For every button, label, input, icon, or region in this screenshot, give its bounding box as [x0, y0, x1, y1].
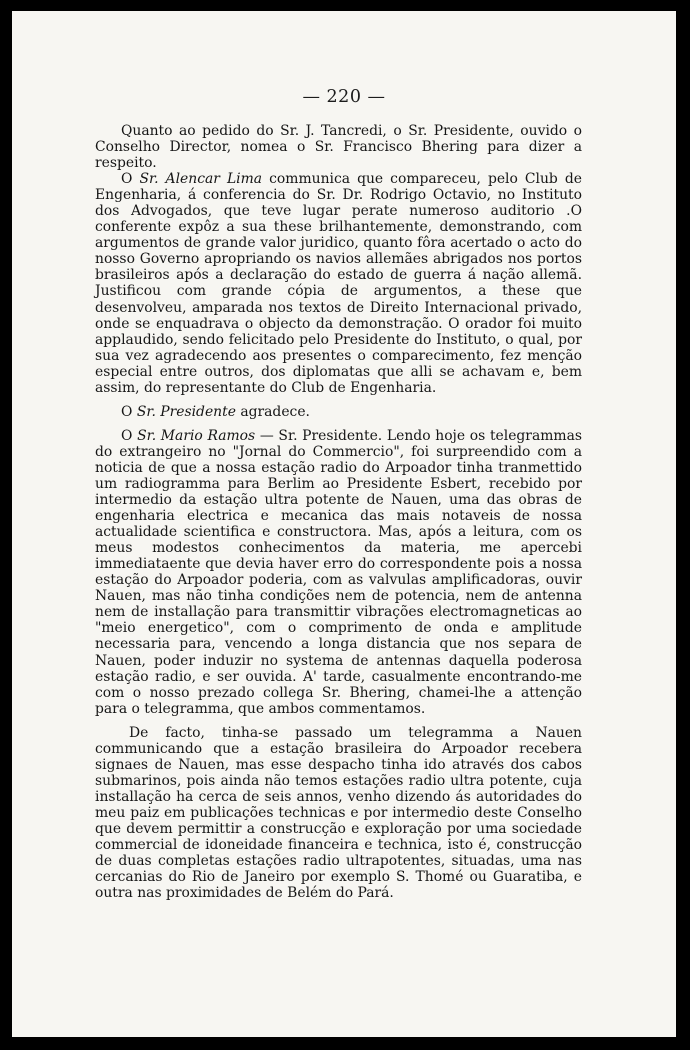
paragraph-mario-ramos	[95, 428, 582, 717]
speaker-name: Sr. Alencar Lima	[139, 171, 263, 188]
paragraph-alencar-lima	[95, 171, 582, 396]
paragraph-presidente	[95, 404, 582, 420]
document-body	[95, 123, 582, 901]
paragraph-text: communica que compareceu, pelo Club de Engenharia, á conferencia do Sr. Dr. Rodrigo Octavio, no Instituto dos Advogados, que teve lugar perate numeroso auditorio .O conferente expôz a sua these brilhantemente, demonstrando, com argumentos de grande valor juridico, quanto fôra acertado o acto do nosso Governo apropriando os navios allemães abrigados nos portos brasileiros após a declaração do estado de guerra á nação allemã. Justificou com grande cópia de argumentos, a these que desenvolveu, amparada nos textos de Direito Internacional privado, onde se enquadrava o objecto da demonstração. O orador foi muito applaudido, sendo felicitado pelo Presidente do Instituto, o qual, por sua vez agradecendo aos presentes o comparecimento, fez menção especial entre outros, dos diplomatas que alli se achavam e, bem assim, do representante do Club de Engenharia.	[95, 171, 582, 396]
paragraph-nauen-telegram	[95, 725, 582, 902]
document-page	[12, 11, 676, 1037]
paragraph-text: Quanto ao pedido do Sr. J. Tancredi, o Sr. Presidente, ouvido o Conselho Director, nomea o Sr. Francisco Bhering para dizer a respeito.	[95, 123, 582, 172]
speaker-prefix: O	[121, 171, 140, 188]
speaker-prefix: O	[121, 427, 138, 444]
paragraph-text: agradece.	[235, 403, 310, 420]
speaker-prefix: O	[121, 403, 137, 420]
paragraph-tancredi-request	[95, 123, 582, 171]
paragraph-text: De facto, tinha-se passado um telegramma a Nauen communicando que a estação brasileira do Arpoador recebera signaes de Nauen, mas esse despacho tinha ido através dos cabos submarinos, pois ainda não temos estações radio ultra potente, cuja installação ha cerca de seis annos, venho dizendo ás autoridades do meu paiz em publicações technicas e por intermedio deste Conselho que devem permittir a construcção e exploração por uma sociedade commercial de idoneidade financeira e technica, isto é, construcção de duas completas estações radio ultrapotentes, situadas, uma nas cercanias do Rio de Janeiro por exemplo S. Thomé ou Guaratiba, e outra nas proximidades de Belém do Pará.	[95, 724, 582, 902]
page-number: — 220 —	[302, 87, 386, 107]
speaker-name: Sr. Mario Ramos	[137, 427, 256, 444]
speaker-name: Sr. Presidente	[136, 403, 236, 420]
paragraph-text: — Sr. Presidente. Lendo hoje os telegrammas do extrangeiro no "Jornal do Commercio", foi surpreendido com a noticia de que a nossa estação radio do Arpoador tinha tranmettido um radiogramma para Berlim ao Presidente Esbert, recebido por intermedio da estação ultra potente de Nauen, uma das obras de engenharia electrica e mecanica das mais notaveis de nossa actualidade scientifica e constructora. Mas, após a leitura, com os meus modestos conhecimentos da materia, me apercebi immediataente que devia haver erro do correspondente pois a nossa estação do Arpoador poderia, com as valvulas amplificadoras, ouvir Nauen, mas não tinha condições nem de potencia, nem de antenna nem de installação para transmittir vibrações electromagneticas ao "meio energetico", com o comprimento de onda e amplitude necessaria para, vencendo a longa distancia que nos separa de Nauen, poder induzir no systema de antennas daquella poderosa estação radio, e ser ouvida. A' tarde, casualmente encontrando-me com o nosso prezado collega Sr. Bhering, chamei-lhe a attenção para o telegramma, que ambos commentamos.	[95, 427, 582, 717]
